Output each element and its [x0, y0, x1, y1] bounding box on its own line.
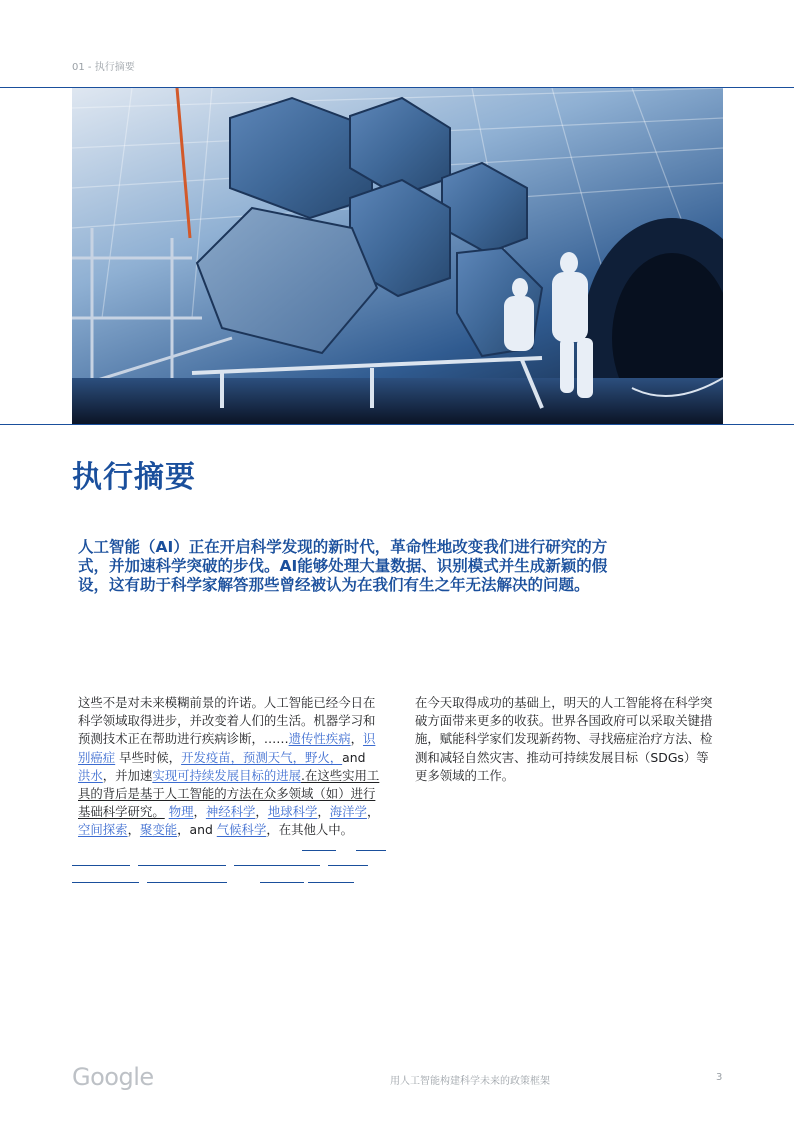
link-space-exploration[interactable]: 空间探索: [78, 822, 128, 838]
link-predict-weather[interactable]: 预测天气，: [243, 749, 305, 765]
left-column-text: [78, 694, 381, 840]
link-wildfire[interactable]: 野火，: [304, 749, 343, 765]
page-title: 执行摘要: [72, 460, 196, 495]
intro-paragraph: 人工智能（AI）正在开启科学发现的新时代，革命性地改变我们进行研究的方式，并加速科学突破的步伐。AI能够处理大量数据、识别模式并生成新颖的假设，这有助于科学家解答那些曾经被认为在我们有生之年无法解决的问题。: [78, 538, 608, 594]
link-neuroscience[interactable]: 神经科学: [205, 804, 256, 820]
link-fusion-energy[interactable]: 聚变能: [139, 822, 178, 838]
page-number: 3: [716, 1072, 723, 1083]
separator: ，: [350, 731, 363, 747]
right-column-text: 在今天取得成功的基础上，明天的人工智能将在科学突破方面带来更多的收获。世界各国政府可以采取关键措施，赋能科学家们发现新药物、寻找癌症治疗方法、检测和减轻自然灾害、推动可持续发展目标（SDGs）等更多领域的工作。: [415, 695, 713, 783]
and-text: and: [342, 749, 366, 765]
link-climate-science[interactable]: 气候科学: [216, 822, 267, 838]
footer-document-title: 用人工智能构建科学未来的政策框架: [390, 1076, 550, 1087]
left-text-4: .在这些实用工具的背后是基于人工智能的方法在众多领域（如）进行基础科学研究。: [78, 767, 380, 820]
link-genetic-disease[interactable]: 遗传性疾病: [288, 731, 351, 747]
and-text: ，and: [177, 822, 213, 838]
google-logo: Google: [72, 1063, 154, 1091]
link-flood[interactable]: 洪水: [78, 767, 103, 783]
link-earth-science[interactable]: 地球科学: [267, 804, 318, 820]
hero-image: [72, 88, 723, 424]
left-text-1: 这些不是对未来模糊前景的许诺。人工智能已经今日在科学领域取得进步，并改变着人们的生活。机器学习和预测技术正在帮助进行疾病诊断，……: [78, 695, 376, 747]
telescope-mirror-photo: [72, 88, 723, 424]
separator: ，: [317, 804, 330, 820]
separator: ，: [193, 804, 206, 820]
link-identify-cancer[interactable]: 识别癌症: [78, 731, 376, 765]
left-text-2: 早些时候，: [119, 749, 182, 765]
link-sdg-progress[interactable]: 实现可持续发展目标的进展: [152, 767, 302, 783]
decorative-link-underlines: [72, 848, 392, 888]
left-text-3: ，并加速: [102, 767, 153, 783]
separator: ，: [255, 804, 268, 820]
section-label: 01 - 执行摘要: [72, 62, 135, 73]
image-bottom-divider: [0, 424, 794, 425]
left-text-5: ，在其他人中。: [266, 822, 354, 838]
link-develop-vaccine[interactable]: 开发疫苗，: [181, 749, 244, 765]
link-physics[interactable]: 物理: [168, 804, 194, 820]
separator: ，: [366, 804, 380, 820]
separator: ，: [127, 822, 140, 838]
link-oceanography[interactable]: 海洋学: [329, 804, 367, 820]
